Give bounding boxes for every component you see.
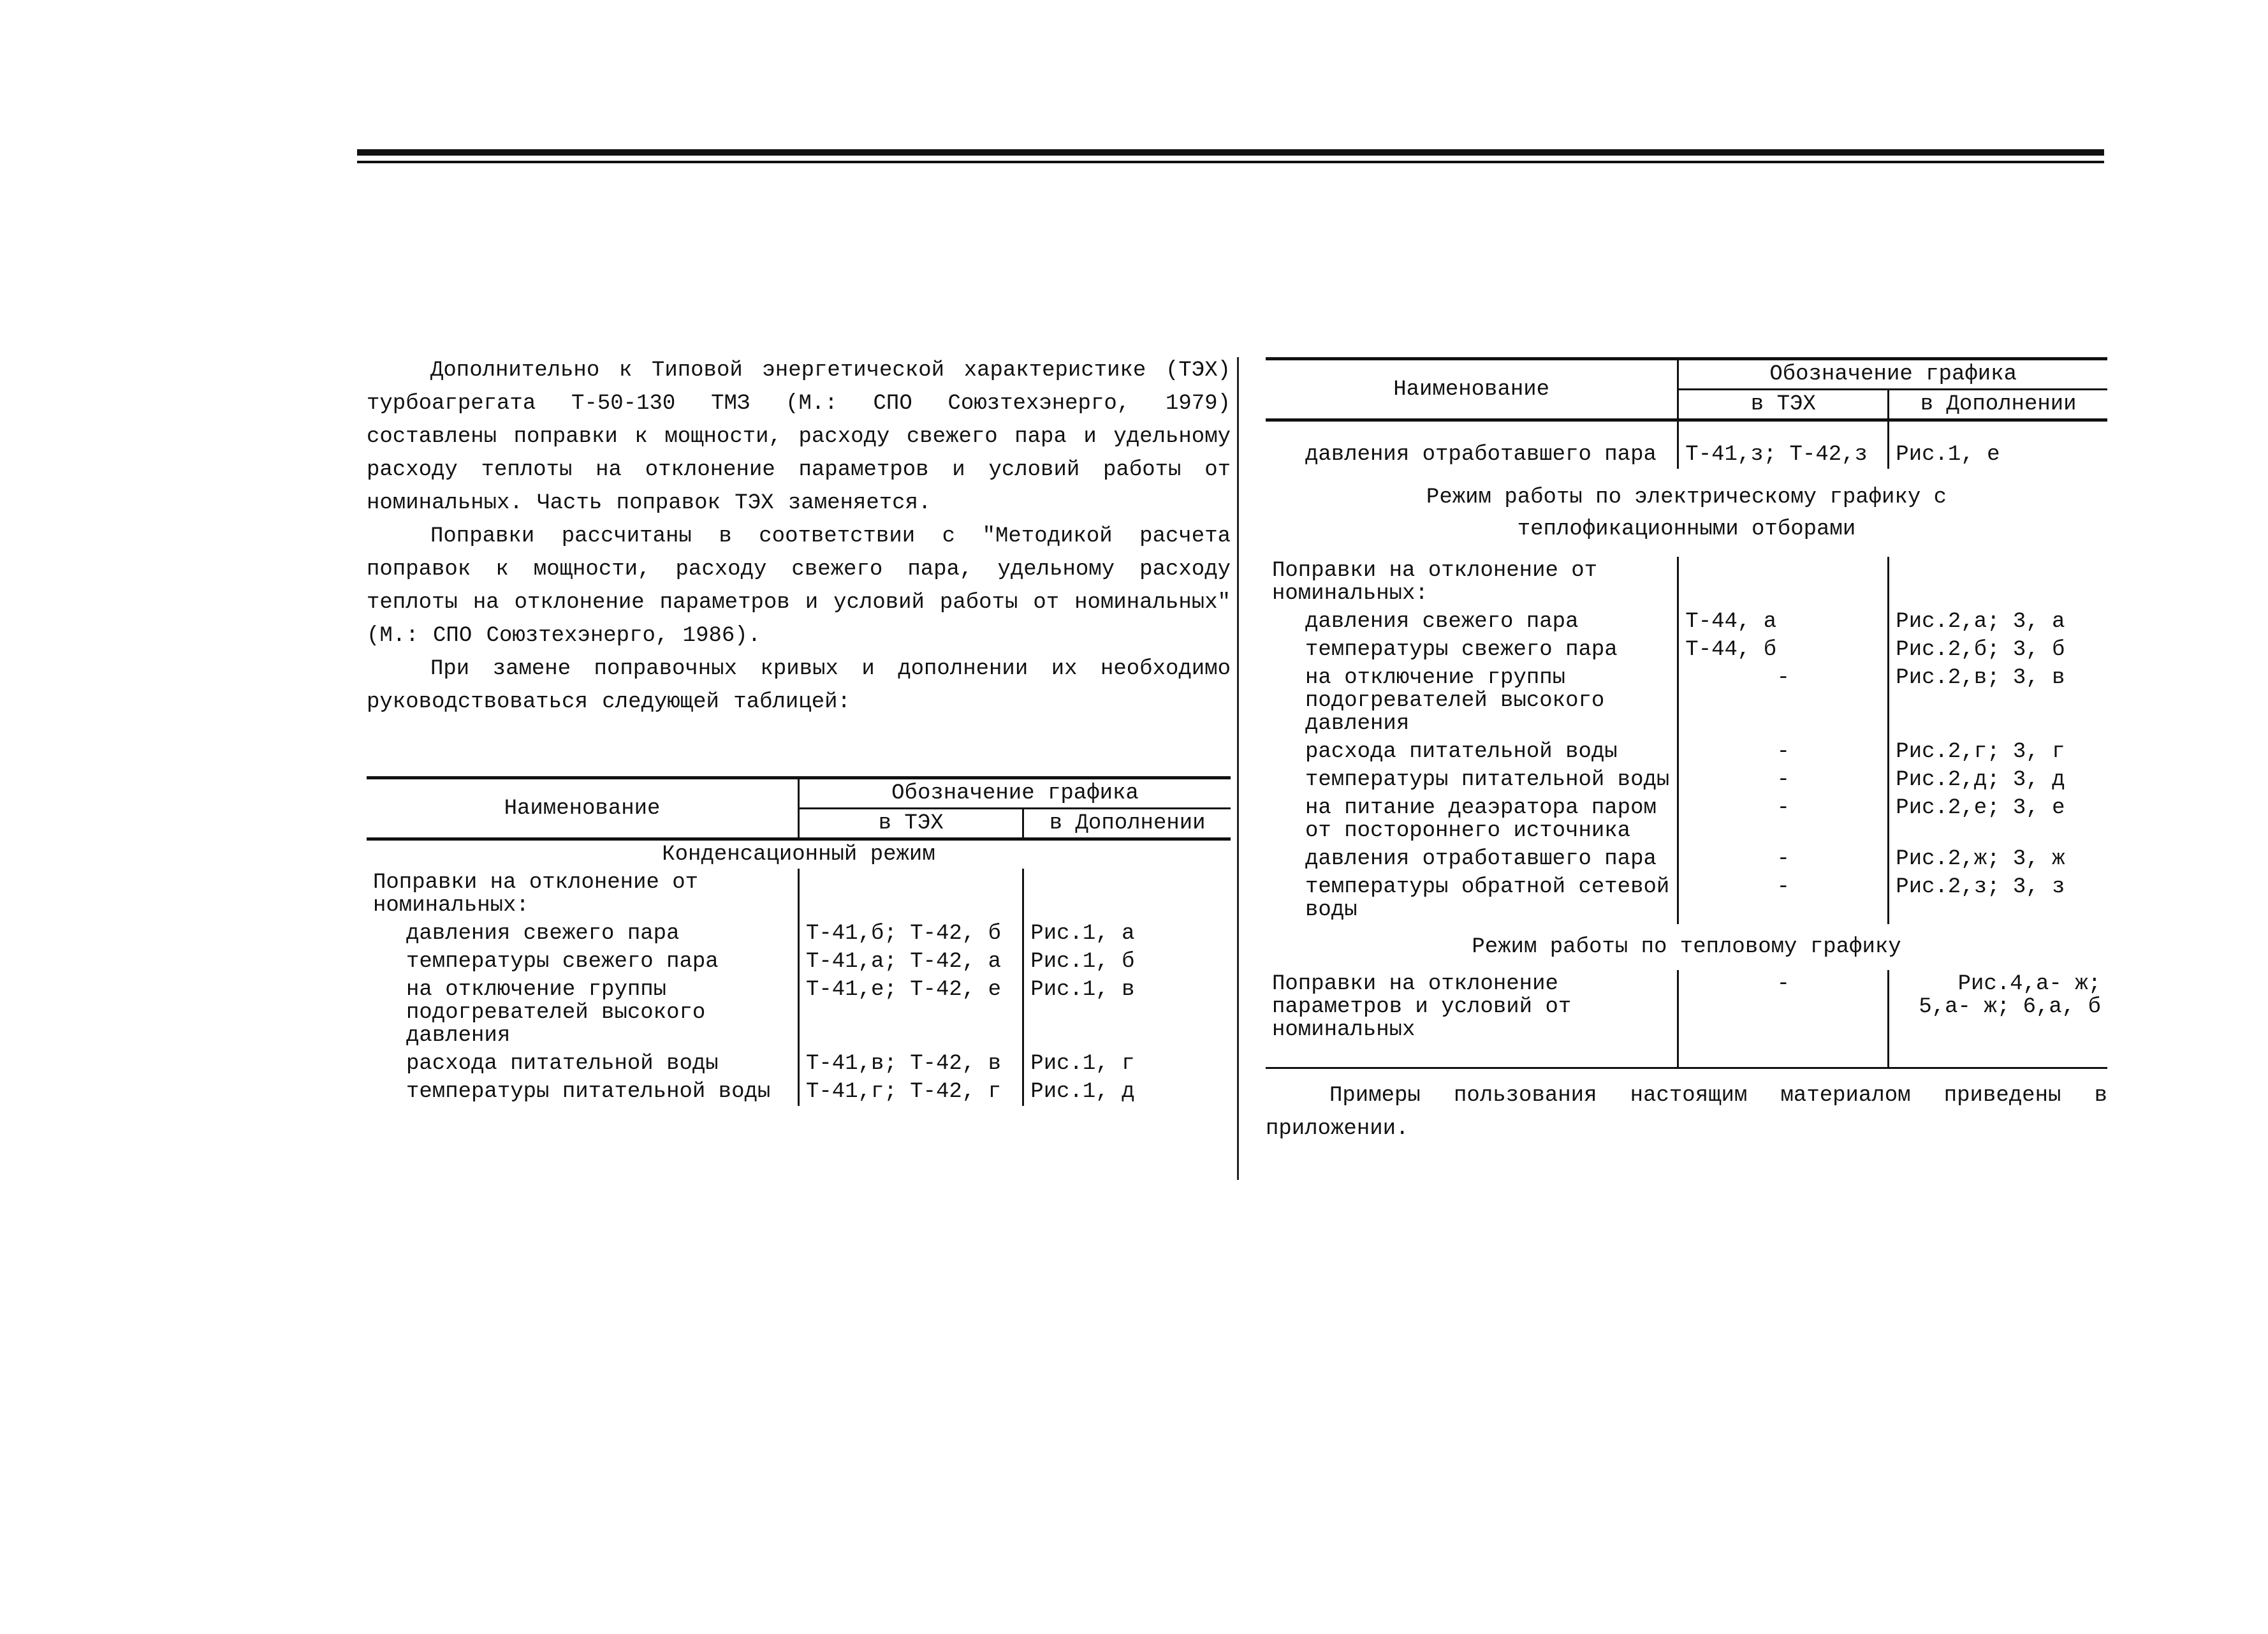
row-name: температуры обратной сетевой воды — [1305, 875, 1670, 922]
table-row — [367, 976, 1231, 1050]
table-row — [367, 920, 1231, 948]
row-name: давления свежего пара — [406, 922, 680, 946]
row-dop: Рис.2,б; 3, б — [1889, 636, 2107, 664]
column-divider — [1237, 357, 1239, 1180]
row-dop: Рис.2,е; 3, е — [1889, 794, 2107, 845]
row-name: температуры свежего пара — [406, 950, 719, 974]
group-label: Поправки на отклонение от номинальных: — [373, 871, 699, 918]
header-col-dop: в Дополнении — [1889, 390, 2107, 420]
right-table — [1266, 357, 2107, 1069]
row-tekh: - — [1678, 766, 1889, 794]
row-name: температуры свежего пара — [1305, 638, 1618, 662]
row-name: на отключение группы подогревателей высокого давления — [1305, 666, 1605, 736]
row-name: на питание деаэратора паром от постороннего источника — [1305, 796, 1657, 843]
row-dop: Рис.4,а- ж; 5,а- ж; 6,а, б — [1889, 970, 2107, 1068]
table-row — [1266, 794, 2107, 845]
row-dop: Рис.1, г — [1023, 1050, 1231, 1078]
row-name: на отключение группы подогревателей высокого давления — [406, 978, 706, 1048]
row-name: температуры питательной воды — [406, 1080, 771, 1104]
intro-paragraph-2: Поправки рассчитаны в соответствии с "Методикой расчета поправок к мощности, расходу свежего пара, удельному расходу теплоты на отклонение параметров и условий работы от номинальных" (М.: СПО Союзтехэнерго, 1986). — [367, 524, 1231, 648]
row-tekh: - — [1678, 970, 1889, 1068]
section-electric: Режим работы по электрическому графику с теплофикационными отборами — [1426, 485, 1947, 541]
header-name: Наименование — [1266, 359, 1678, 420]
top-rule-thin — [357, 161, 2104, 163]
row-tekh: Т-44, б — [1678, 636, 1889, 664]
footer-note: Примеры пользования настоящим материалом приведены в приложении. — [1266, 1084, 2107, 1141]
table-row — [1266, 873, 2107, 924]
table-row — [1266, 766, 2107, 794]
row-tekh: - — [1678, 738, 1889, 766]
row-tekh: Т-41,в; Т-42, в — [799, 1050, 1023, 1078]
table-row — [367, 948, 1231, 976]
row-name: давления отработавшего пара — [1305, 443, 1657, 467]
table-row — [1266, 738, 2107, 766]
row-tekh: Т-41,б; Т-42, б — [799, 920, 1023, 948]
row-dop: Рис.1, е — [1889, 441, 2107, 469]
section-thermal: Режим работы по тепловому графику — [1472, 935, 1901, 959]
row-name: давления отработавшего пара — [1305, 847, 1657, 871]
row-tekh: - — [1678, 845, 1889, 873]
row-dop: Рис.2,д; 3, д — [1889, 766, 2107, 794]
row-tekh: Т-41,г; Т-42, г — [799, 1078, 1023, 1106]
row-name: расхода питательной воды — [1305, 740, 1618, 764]
right-column — [1266, 357, 2107, 1145]
table-row — [1266, 608, 2107, 636]
row-dop: Рис.2,а; 3, а — [1889, 608, 2107, 636]
row-tekh: - — [1678, 794, 1889, 845]
table-row — [367, 1050, 1231, 1078]
table-row — [367, 1078, 1231, 1106]
header-col-tekh: в ТЭХ — [1678, 390, 1889, 420]
header-col-tekh: в ТЭХ — [799, 809, 1023, 839]
row-dop: Рис.2,ж; 3, ж — [1889, 845, 2107, 873]
table-row — [1266, 441, 2107, 469]
top-rule-thick — [357, 149, 2104, 156]
row-dop: Рис.2,з; 3, з — [1889, 873, 2107, 924]
group-label: Поправки на отклонение от номинальных: — [1272, 559, 1598, 606]
section-condensing: Конденсационный режим — [662, 843, 935, 867]
row-dop: Рис.1, в — [1023, 976, 1231, 1050]
header-col-dop: в Дополнении — [1023, 809, 1231, 839]
table-row — [1266, 970, 2107, 1068]
row-tekh: - — [1678, 664, 1889, 738]
table-row — [1266, 664, 2107, 738]
row-name: температуры питательной воды — [1305, 768, 1670, 792]
row-name: давления свежего пара — [1305, 610, 1579, 634]
left-table — [367, 776, 1231, 1106]
header-group: Обозначение графика — [1678, 359, 2107, 390]
left-column — [367, 354, 1231, 1106]
row-dop: Рис.2,в; 3, в — [1889, 664, 2107, 738]
row-tekh: Т-41,з; Т-42,з — [1678, 441, 1889, 469]
intro-paragraph-1: Дополнительно к Типовой энергетической характеристике (ТЭХ) турбоагрегата Т-50-130 ТМЗ (М.: СПО Союзтехэнерго, 1979) составлены поправки к мощности, расходу свежего пара и удельному расходу теплоты на отклонение параметров и условий работы от номинальных. Часть поправок ТЭХ заменяется. — [367, 358, 1231, 515]
row-dop: Рис.1, д — [1023, 1078, 1231, 1106]
row-tekh: - — [1678, 873, 1889, 924]
row-tekh: Т-44, а — [1678, 608, 1889, 636]
row-dop: Рис.2,г; 3, г — [1889, 738, 2107, 766]
row-tekh: Т-41,а; Т-42, а — [799, 948, 1023, 976]
row-dop: Рис.1, б — [1023, 948, 1231, 976]
row-tekh: Т-41,е; Т-42, е — [799, 976, 1023, 1050]
header-group: Обозначение графика — [799, 778, 1231, 809]
row-dop: Рис.1, а — [1023, 920, 1231, 948]
header-name: Наименование — [367, 778, 799, 839]
table-row — [1266, 845, 2107, 873]
intro-paragraph-3: При замене поправочных кривых и дополнении их необходимо руководствоваться следующей таблицей: — [367, 657, 1231, 714]
table-row — [1266, 636, 2107, 664]
row-name: расхода питательной воды — [406, 1052, 719, 1076]
row-name: Поправки на отклонение параметров и условий от номинальных — [1266, 970, 1678, 1068]
